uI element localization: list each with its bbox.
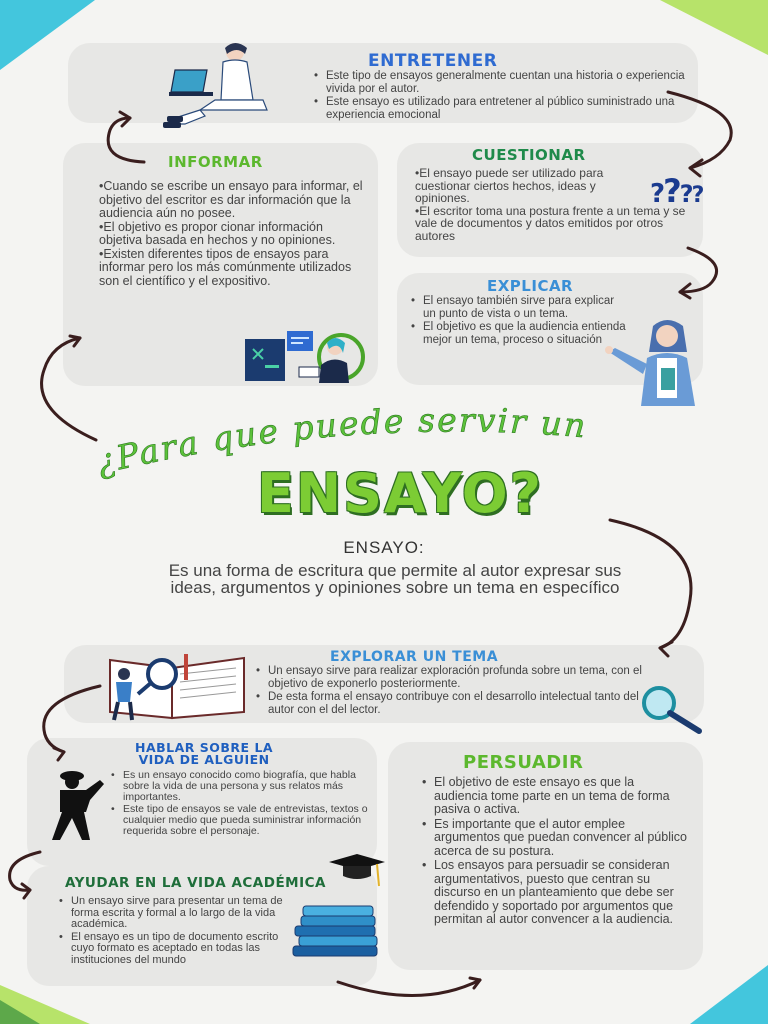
list-item: •Cuando se escribe un ensayo para informar, el objetivo del escritor es dar información que la audiencia aún no posee. (99, 179, 363, 220)
question-marks-icon: ???? (650, 172, 703, 210)
arrow-informar-headline (42, 338, 96, 440)
informar-title: INFORMAR (168, 153, 263, 171)
list-item: • Es un ensayo conocido como biografía, que habla sobre la vida de una persona y sus relatos más importantes. (109, 770, 373, 803)
list-item: • Un ensayo sirve para realizar exploración profunda sobre un tema, con el objetivo de exponerlo posteriormente. (254, 665, 654, 690)
headline-ensayo: ENSAYO? (256, 462, 543, 525)
list-item: •Existen diferentes tipos de ensayos para informar pero los más comúnmente utilizados son el científico y el expositivo. (99, 246, 352, 288)
list-item: • De esta forma el ensayo contribuye con el desarrollo intelectual tanto del autor con el del lector. (254, 691, 654, 716)
hablar-title-line1: HABLAR SOBRE LA (135, 740, 274, 755)
list-item: •El ensayo puede ser utilizado para cuestionar ciertos hechos, ideas y opiniones. (415, 166, 604, 205)
persuadir-title: PERSUADIR (463, 752, 584, 773)
explorar-title: EXPLORAR UN TEMA (330, 649, 499, 665)
ayudar-title: AYUDAR EN LA VIDA ACADÉMICA (65, 875, 326, 891)
list-item: • El objetivo es que la audiencia entienda mejor un tema, proceso o situación (409, 321, 629, 346)
cuestionar-title: CUESTIONAR (472, 146, 586, 164)
definition-label: ENSAYO: (343, 538, 425, 557)
entretener-title: ENTRETENER (368, 51, 498, 71)
definition-text: Es una forma de escritura que permite al autor expresar sus ideas, argumentos y opiniones sobre un tema en específico (168, 561, 622, 597)
arrow-entretener-cuestionar (668, 92, 731, 168)
list-item: • El objetivo de este ensayo es que la audiencia tome parte en un tema de forma pasiva o activa. (420, 776, 690, 817)
headline-line1: ¿Para que puede servir un (92, 400, 589, 482)
list-item: • Un ensayo sirve para presentar un tema de forma escrita y formal a lo largo de la vida académica. (57, 896, 302, 931)
list-item: • El ensayo también sirve para explicar un punto de vista o un tema. (409, 295, 629, 320)
list-item: •El escritor toma una postura frente a un tema y se vale de documentos y datos emitidos por otros autores (415, 203, 686, 243)
list-item: • Este tipo de ensayos generalmente cuentan una historia o experiencia vivida por el autor. (312, 70, 692, 95)
list-item: • Es importante que el autor emplee argumentos que puedan convencer al público acerca de su postura. (420, 818, 690, 859)
list-item: •El objetivo es propor cionar información objetiva basada en hechos y no opiniones. (99, 219, 336, 247)
arrow-entretener-informar (108, 118, 144, 162)
explicar-title: EXPLICAR (487, 277, 574, 295)
list-item: • Este ensayo es utilizado para entretener al público suministrado una experiencia emocional (312, 96, 692, 121)
arrow-ayudar-persuadir (338, 980, 480, 996)
arrow-explorar-hablar (44, 686, 100, 752)
list-item: • Este tipo de ensayos se vale de entrevistas, textos o cualquier medio que pueda suministrar información requerida sobre el personaje. (109, 804, 373, 837)
hablar-title-line2: VIDA DE ALGUIEN (138, 752, 270, 767)
list-item: • El ensayo es un tipo de documento escrito cuyo formato es aceptado en todas las instituciones del mundo (57, 932, 302, 967)
arrow-cuestionar-explicar (680, 248, 717, 292)
list-item: • Los ensayos para persuadir se consideran argumentativos, puesto que centran su discurso en un planteamiento que debe ser defendido y soportado por argumentos que permitan al autor convencer a la audiencia. (420, 859, 690, 927)
arrow-headline-explorar (610, 520, 691, 648)
